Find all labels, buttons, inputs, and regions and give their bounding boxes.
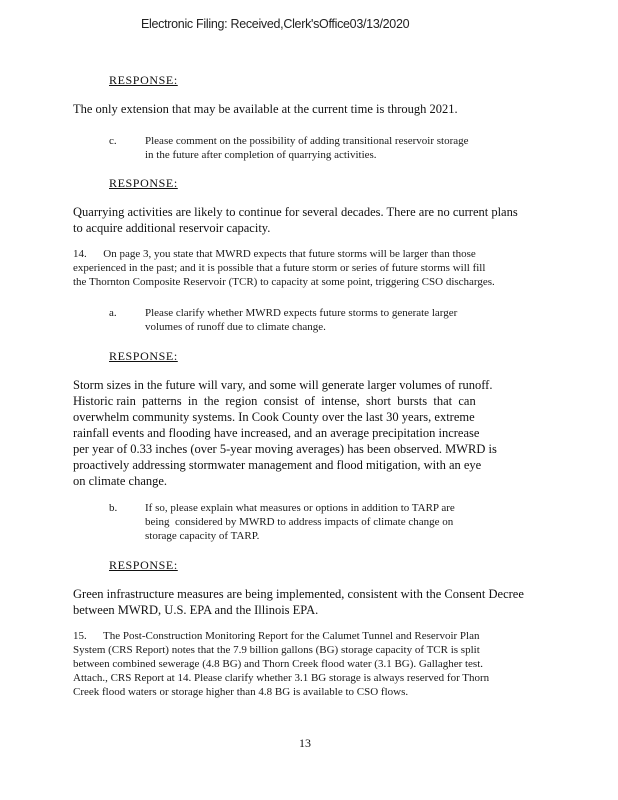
question-line: between combined sewerage (4.8 BG) and Thorn Creek flood water (3.1 BG). Gallagher test. [73,658,484,670]
answer-line: Quarrying activities are likely to continue for several decades. There are no current plans [73,205,518,219]
response-heading: RESPONSE: [109,176,178,190]
question-14a [145,306,457,334]
answer-line: per year of 0.33 inches (over 5-year moving averages) has been observed. MWRD is [73,442,497,456]
question-line: If so, please explain what measures or options in addition to TARP are [145,502,455,514]
question-line: volumes of runoff due to climate change. [145,321,326,333]
question-line: 14. On page 3, you state that MWRD expects that future storms will be larger than those [73,248,476,260]
question-15 [73,629,489,699]
page-number: 13 [299,736,311,750]
answer-extension: The only extension that may be available at the current time is through 2021. [73,102,458,116]
answer-line: overwhelm community systems. In Cook County over the last 30 years, extreme [73,410,475,424]
answer-line: between MWRD, U.S. EPA and the Illinois EPA. [73,603,319,617]
answer-quarry [73,204,518,236]
question-line: Attach., CRS Report at 14. Please clarify whether 3.1 BG storage is always reserved for Thorn [73,672,490,684]
question-line: storage capacity of TARP. [145,530,260,542]
answer-line: Historic rain patterns in the region consist of intense, short bursts that can [73,394,476,408]
question-line: Please clarify whether MWRD expects future storms to generate larger [145,307,458,319]
answer-storm [73,377,543,489]
question-line: in the future after completion of quarrying activities. [145,149,377,161]
question-c [145,134,469,162]
question-14 [73,247,495,289]
question-14a-letter: a. [109,307,117,319]
question-line: being considered by MWRD to address impacts of climate change on [145,516,454,528]
answer-line: Green infrastructure measures are being implemented, consistent with the Consent Decree [73,587,524,601]
question-line: experienced in the past; and it is possible that a future storm or series of future storms will fill [73,262,486,274]
question-c-letter: c. [109,135,117,147]
response-heading: RESPONSE: [109,73,178,87]
response-heading: RESPONSE: [109,558,178,572]
question-line: Creek flood waters or storage higher than 4.8 BG is available to CSO flows. [73,686,409,698]
question-line: 15. The Post-Construction Monitoring Report for the Calumet Tunnel and Reservoir Plan [73,630,480,642]
question-line: the Thornton Composite Reservoir (TCR) to capacity at some point, triggering CSO discharges. [73,276,495,288]
answer-line: Storm sizes in the future will vary, and some will generate larger volumes of runoff. [73,378,493,392]
response-heading: RESPONSE: [109,349,178,363]
question-14b-letter: b. [109,502,118,514]
answer-line: rainfall events and flooding have increased, and an average precipitation increase [73,426,480,440]
question-line: Please comment on the possibility of adding transitional reservoir storage [145,135,469,147]
answer-line: to acquire additional reservoir capacity. [73,221,271,235]
answer-line: proactively addressing stormwater management and flood mitigation, with an eye [73,458,482,472]
answer-line: on climate change. [73,474,168,488]
question-14b [145,501,455,543]
answer-green [73,586,524,618]
filing-stamp: Electronic Filing: Received,Clerk'sOffice03/13/2020 [141,17,410,31]
question-line: System (CRS Report) notes that the 7.9 billion gallons (BG) storage capacity of TCR is split [73,644,480,656]
